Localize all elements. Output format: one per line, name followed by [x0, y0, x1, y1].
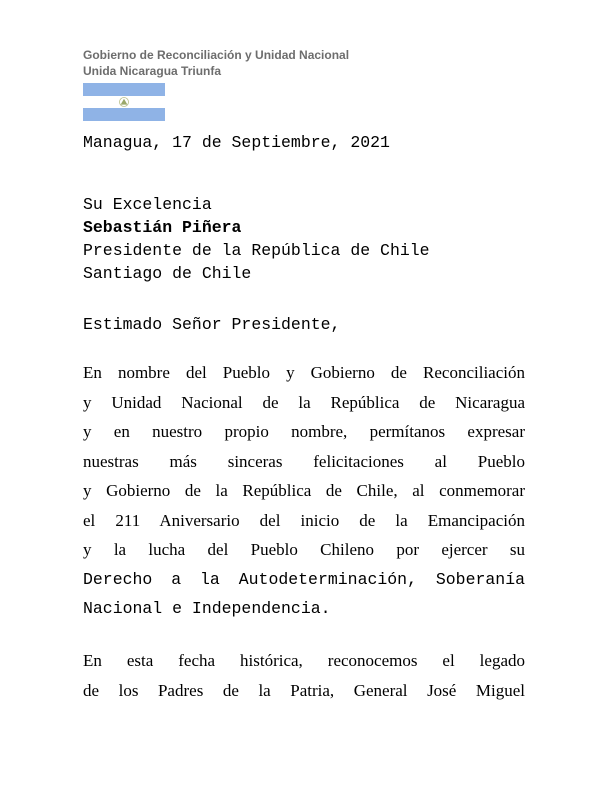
recipient-city: Santiago de Chile: [83, 264, 252, 283]
flag-emblem-icon: [118, 97, 130, 107]
nicaragua-flag-icon: [83, 83, 165, 121]
paragraph-line: Derecho a la Autodeterminación, Soberanía: [83, 569, 525, 589]
letterhead-line-1: Gobierno de Reconciliación y Unidad Nacional: [83, 48, 350, 62]
paragraph-line: En esta fecha histórica, reconocemos el legado: [83, 651, 525, 670]
recipient-position: Presidente de la República de Chile: [83, 241, 430, 260]
paragraph-line: y Gobierno de la República de Chile, al conmemorar: [83, 481, 525, 500]
paragraph-line: el 211 Aniversario del inicio de la Emancipación: [83, 510, 525, 530]
recipient-name: Sebastián Piñera: [83, 218, 242, 237]
recipient-block: [83, 193, 430, 285]
paragraph-line: nuestras más sinceras felicitaciones al Pueblo: [83, 451, 525, 471]
paragraph-line: de los Padres de la Patria, General José Miguel: [83, 680, 525, 700]
paragraph-line: y la lucha del Pueblo Chileno por ejercer su: [83, 540, 525, 559]
flag-stripe-bottom: [83, 108, 165, 121]
letterhead-line-2: Unida Nicaragua Triunfa: [83, 64, 222, 78]
paragraph-line: y Unidad Nacional de la República de Nicaragua: [83, 392, 525, 412]
paragraph-line: En nombre del Pueblo y Gobierno de Reconciliación: [83, 363, 525, 382]
paragraph-line: Nacional e Independencia.: [83, 599, 331, 618]
body-paragraph-2: [83, 646, 525, 705]
government-letterhead: [83, 47, 349, 79]
letter-date: Managua, 17 de Septiembre, 2021: [83, 133, 390, 152]
flag-stripe-top: [83, 83, 165, 96]
salutation: Estimado Señor Presidente,: [83, 315, 341, 334]
paragraph-line: y en nuestro propio nombre, permítanos expresar: [83, 422, 525, 441]
body-paragraph-1: [83, 358, 525, 624]
recipient-title: Su Excelencia: [83, 195, 212, 214]
